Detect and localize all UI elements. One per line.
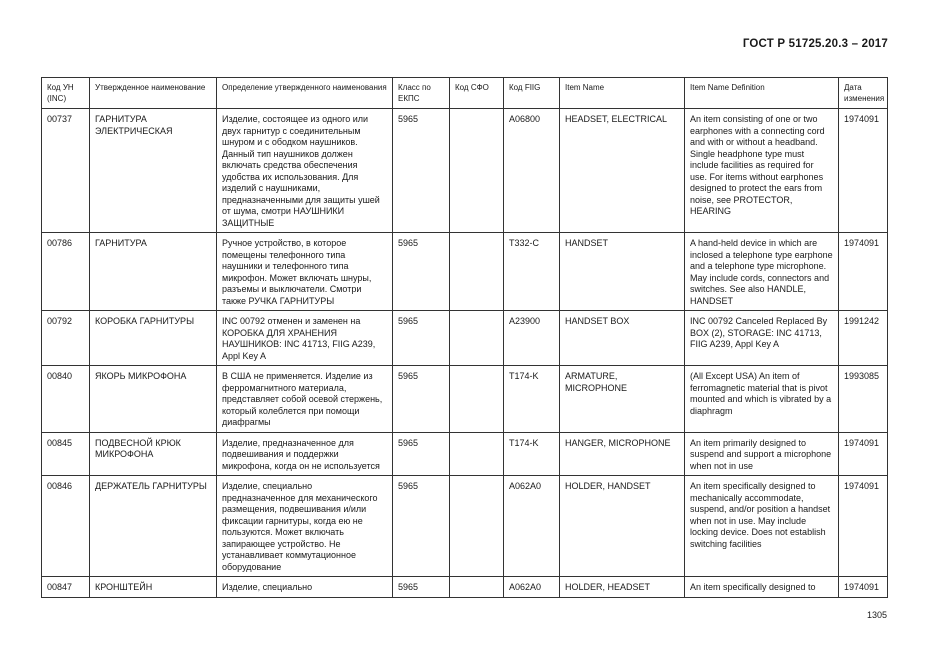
cell-inc: 00840 — [42, 366, 90, 433]
cell-fiig: A062A0 — [504, 577, 560, 598]
page-number: 1305 — [866, 610, 887, 620]
column-header: Определение утвержденного наименования — [217, 78, 393, 109]
cell-approved-name: ГАРНИТУРА — [90, 233, 217, 311]
cell-class: 5965 — [393, 476, 450, 577]
cell-approved-name: КРОНШТЕЙН — [90, 577, 217, 598]
cell-sfo — [450, 233, 504, 311]
cell-definition-ru: Изделие, предназначенное для подвешивания и поддержки микрофона, когда он не используется — [217, 432, 393, 476]
cell-item-name: ARMATURE, MICROPHONE — [560, 366, 685, 433]
cell-sfo — [450, 366, 504, 433]
cell-inc: 00846 — [42, 476, 90, 577]
table-row — [42, 476, 888, 577]
cell-fiig: T174-K — [504, 366, 560, 433]
cell-item-name: HOLDER, HEADSET — [560, 577, 685, 598]
cell-sfo — [450, 311, 504, 366]
table-row — [42, 432, 888, 476]
cell-fiig: T174-K — [504, 432, 560, 476]
cell-inc: 00847 — [42, 577, 90, 598]
cell-class: 5965 — [393, 577, 450, 598]
column-header: Код УН (INC) — [42, 78, 90, 109]
cell-date: 1974091 — [839, 476, 888, 577]
cell-sfo — [450, 432, 504, 476]
column-header: Дата изменения — [839, 78, 888, 109]
cell-inc: 00845 — [42, 432, 90, 476]
document-title: ГОСТ Р 51725.20.3 – 2017 — [742, 38, 888, 50]
cell-fiig: A062A0 — [504, 476, 560, 577]
cell-definition-ru: В США не применяется. Изделие из ферромагнитного материала, представляет собой осевой стержень, который колеблется при помощи диафрагмы — [217, 366, 393, 433]
cell-approved-name: ДЕРЖАТЕЛЬ ГАРНИТУРЫ — [90, 476, 217, 577]
cell-class: 5965 — [393, 233, 450, 311]
cell-definition-ru: Изделие, состоящее из одного или двух гарнитур с соединительным шнуром и с ободком наушников. Данный тип наушников должен включать средства обеспечения удобства их использования. Для изделий с наушниками, предназначенными для защиты ушей от шума, смотри НАУШНИКИ ЗАЩИТНЫЕ — [217, 109, 393, 233]
cell-item-name: HANDSET — [560, 233, 685, 311]
cell-definition-ru: Ручное устройство, в которое помещены телефонного типа наушники и телефонного типа микрофон. Может включать шнуры, разъемы и выключатели. Смотри также РУЧКА ГАРНИТУРЫ — [217, 233, 393, 311]
column-header: Утвержденное наименование — [90, 78, 217, 109]
cell-approved-name: КОРОБКА ГАРНИТУРЫ — [90, 311, 217, 366]
cell-class: 5965 — [393, 109, 450, 233]
cell-item-definition: A hand-held device in which are inclosed a telephone type earphone and a telephone type microphone. May include cords, connectors and switches. See also HANDLE, HANDSET — [685, 233, 839, 311]
cell-definition-ru: Изделие, специально предназначенное для механического размещения, подвешивания и/или фиксации гарнитуры, когда ею не пользуются. Может включать запирающее устройство. Не устанавливает коммутационное оборудование — [217, 476, 393, 577]
cell-date: 1974091 — [839, 109, 888, 233]
cell-fiig: T332-C — [504, 233, 560, 311]
cell-approved-name: ЯКОРЬ МИКРОФОНА — [90, 366, 217, 433]
cell-date: 1974091 — [839, 233, 888, 311]
cell-item-definition: An item primarily designed to suspend and support a microphone when not in use — [685, 432, 839, 476]
cell-inc: 00792 — [42, 311, 90, 366]
cell-item-name: HEADSET, ELECTRICAL — [560, 109, 685, 233]
table-row — [42, 366, 888, 433]
cell-class: 5965 — [393, 366, 450, 433]
cell-item-name: HOLDER, HANDSET — [560, 476, 685, 577]
cell-item-definition: An item consisting of one or two earphones with a connecting cord and with or without a headband. Single headphone type must include facilities as required for use. For items without earphones designed to protect the ears from noise, see PROTECTOR, HEARING — [685, 109, 839, 233]
column-header: Код FIIG — [504, 78, 560, 109]
cell-item-definition: INC 00792 Canceled Replaced By BOX (2), STORAGE: INC 41713, FIIG A239, Appl Key A — [685, 311, 839, 366]
cell-item-name: HANDSET BOX — [560, 311, 685, 366]
cell-sfo — [450, 577, 504, 598]
cell-fiig: A23900 — [504, 311, 560, 366]
cell-date: 1974091 — [839, 432, 888, 476]
cell-date: 1993085 — [839, 366, 888, 433]
column-header: Класс по ЕКПС — [393, 78, 450, 109]
table-row — [42, 109, 888, 233]
cell-class: 5965 — [393, 432, 450, 476]
table-row — [42, 577, 888, 598]
data-table — [41, 77, 888, 598]
cell-fiig: A06800 — [504, 109, 560, 233]
cell-item-definition: An item specifically designed to — [685, 577, 839, 598]
cell-sfo — [450, 109, 504, 233]
cell-definition-ru: INC 00792 отменен и заменен на КОРОБКА ДЛЯ ХРАНЕНИЯ НАУШНИКОВ: INC 41713, FIIG A239, Appl Key A — [217, 311, 393, 366]
cell-class: 5965 — [393, 311, 450, 366]
cell-sfo — [450, 476, 504, 577]
table-row — [42, 233, 888, 311]
cell-item-definition: An item specifically designed to mechanically accommodate, suspend, and/or position a handset when not in use. May include locking device. Does not establish switching facilities — [685, 476, 839, 577]
cell-date: 1974091 — [839, 577, 888, 598]
column-header: Item Name Definition — [685, 78, 839, 109]
cell-item-name: HANGER, MICROPHONE — [560, 432, 685, 476]
cell-item-definition: (All Except USA) An item of ferromagnetic material that is pivot mounted and which is vibrated by a diaphragm — [685, 366, 839, 433]
cell-definition-ru: Изделие, специально — [217, 577, 393, 598]
cell-inc: 00737 — [42, 109, 90, 233]
cell-date: 1991242 — [839, 311, 888, 366]
cell-approved-name: ГАРНИТУРА ЭЛЕКТРИЧЕСКАЯ — [90, 109, 217, 233]
table-row — [42, 311, 888, 366]
cell-inc: 00786 — [42, 233, 90, 311]
column-header: Item Name — [560, 78, 685, 109]
cell-approved-name: ПОДВЕСНОЙ КРЮК МИКРОФОНА — [90, 432, 217, 476]
column-header: Код СФО — [450, 78, 504, 109]
table-header-row — [42, 78, 888, 109]
